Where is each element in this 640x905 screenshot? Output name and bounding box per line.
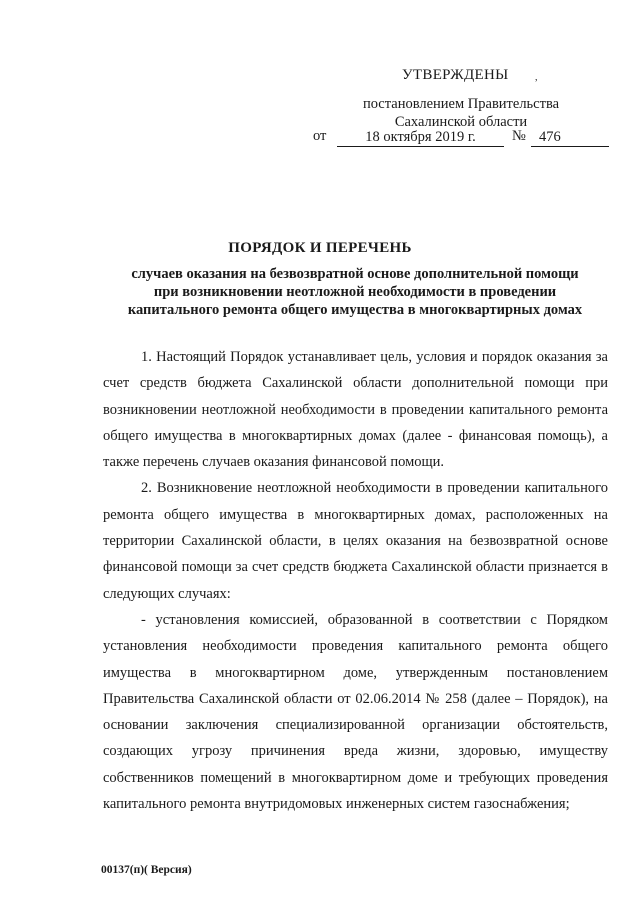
- resolution-date: 18 октября 2019 г.: [337, 128, 504, 147]
- number-label: №: [512, 128, 526, 144]
- approval-mark: ,: [535, 72, 538, 83]
- approval-authority-line: постановлением Правительства: [362, 96, 560, 112]
- approval-heading: УТВЕРЖДЕНЫ: [402, 67, 509, 83]
- approval-authority-line: Сахалинской области: [394, 114, 528, 130]
- date-label: от: [313, 128, 327, 144]
- body-paragraph: 2. Возникновение неотложной необходимости в проведении капитального ремонта общего имущества в многоквартирных домах, расположенных на территории Сахалинской области, в целях оказания на безвозвратной основе финансовой помощи за счет средств бюджета Сахалинской области признается в следующих случаях:: [103, 480, 608, 602]
- approval-authority: [356, 95, 566, 131]
- document-footer-code: 00137(п)( Версия): [101, 864, 192, 876]
- resolution-number: 476: [531, 128, 609, 147]
- subtitle-line: капитального ремонта общего имущества в многоквартирных домах: [127, 302, 583, 318]
- body-paragraph: 1. Настоящий Порядок устанавливает цель, условия и порядок оказания за счет средств бюджета Сахалинской области дополнительной помощи при возникновении неотложной необходимости в проведении капитального ремонта общего имущества в многоквартирных домах (далее - финансовая помощь), а также перечень случаев оказания финансовой помощи.: [103, 349, 608, 471]
- document-body: [103, 344, 608, 817]
- subtitle-line: при возникновении неотложной необходимости в проведении: [153, 284, 557, 300]
- resolution-reference: [313, 128, 613, 148]
- subtitle-line: случаев оказания на безвозвратной основе дополнительной помощи: [131, 266, 579, 282]
- body-paragraph: - установления комиссией, образованной в соответствии с Порядком установления необходимости проведения капитального ремонта общего имущества в многоквартирном доме, утвержденным постановлением Правительства Сахалинской области от 02.06.2014 № 258 (далее – Порядок), на основании заключения специализированной организации обстоятельств, создающих угрозу причинения вреда жизни, здоровью, имуществу собственников помещений в многоквартирном доме и требующих проведения капитального ремонта внутридомовых инженерных систем газоснабжения;: [103, 611, 608, 813]
- document-title: ПОРЯДОК И ПЕРЕЧЕНЬ: [228, 240, 412, 256]
- document-subtitle: [100, 265, 610, 319]
